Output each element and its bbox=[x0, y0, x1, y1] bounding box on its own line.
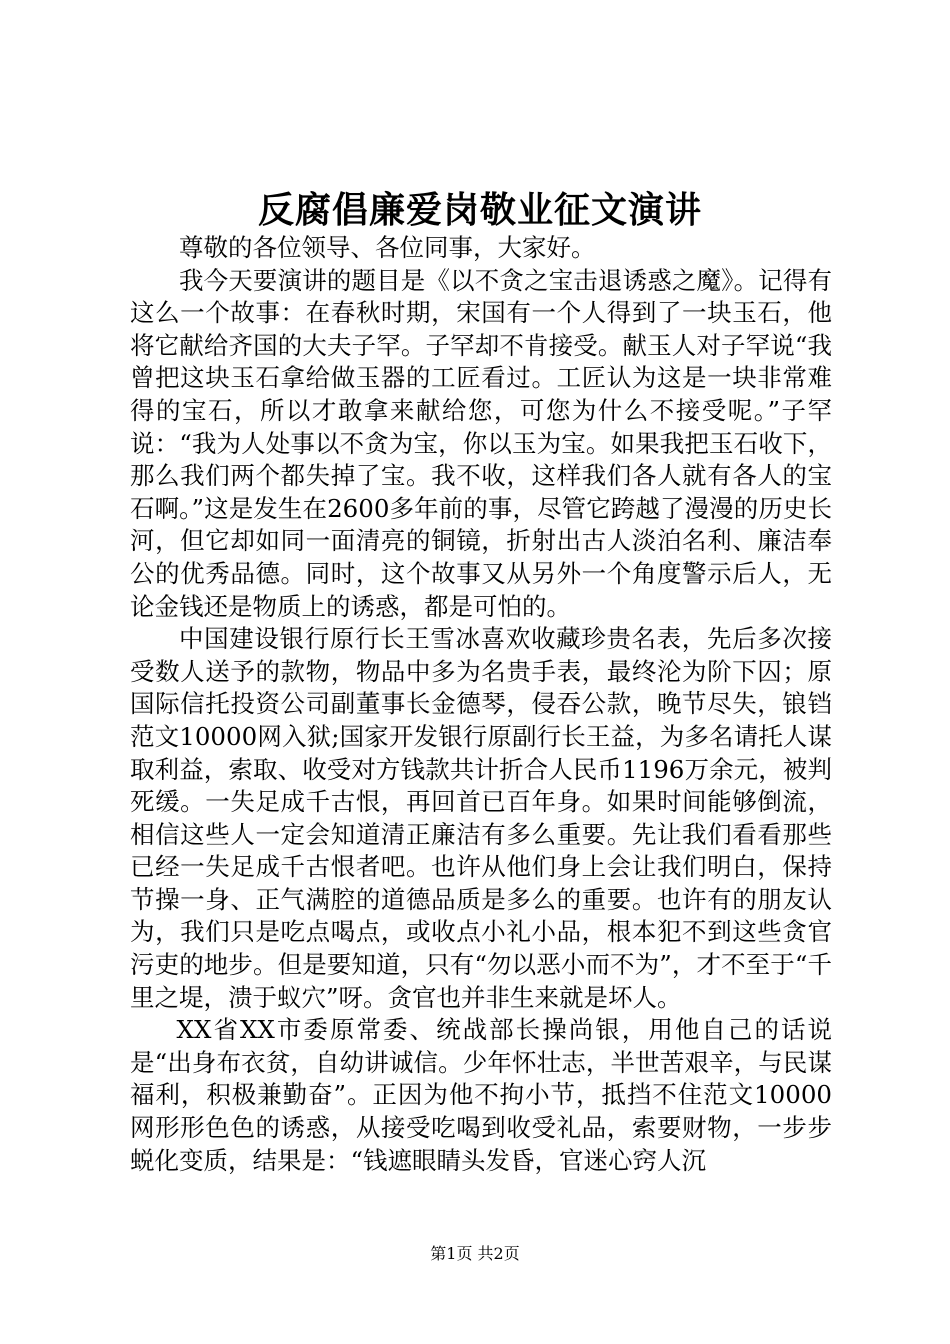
paragraph-cases: 中国建设银行原行长王雪冰喜欢收藏珍贵名表，先后多次接受数人送予的款物，物品中多为名贵手表，最终沦为阶下囚；原国际信托投资公司副董事长金德琴，侵吞公款，晚节尽失，锒铛范文10000网入狱;国家开发银行原副行长王益，为多名请托人谋取利益，索取、收受对方钱款共计折合人民币1196万余元，被判死缓。一失足成千古恨，再回首已百年身。如果时间能够倒流，相信这些人一定会知道清正廉洁有多么重要。先让我们看看那些已经一失足成千古恨者吧。也许从他们身上会让我们明白，保持节操一身、正气满腔的道德品质是多么的重要。也许有的朋友认为，我们只是吃点喝点，或收点小礼小品，根本犯不到这些贪官污吏的地步。但是要知道，只有“勿以恶小而不为”，才不至于“千里之堤，溃于蚁穴”呀。贪官也并非生来就是坏人。 bbox=[130, 624, 832, 1012]
document-body bbox=[130, 232, 832, 1177]
paragraph-cao-shangyin: XX省XX市委原常委、统战部长操尚银，用他自己的话说是“出身布衣贫，自幼讲诚信。少年怀壮志，半世苦艰辛，与民谋福利，积极兼勤奋”。正因为他不拘小节，抵挡不住范文10000网形形色色的诱惑，从接受吃喝到收受礼品，索要财物，一步步蜕化变质，结果是：“钱遮眼睛头发昏，官迷心窍人沉 bbox=[130, 1015, 832, 1175]
paragraph-greeting: 尊敬的各位领导、各位同事，大家好。 bbox=[179, 233, 596, 262]
document-title: 反腐倡廉爱岗敬业征文演讲 bbox=[257, 189, 702, 231]
page-number-footer: 第1页 共2页 bbox=[430, 1244, 520, 1263]
paragraph-story: 我今天要演讲的题目是《以不贪之宝击退诱惑之魔》。记得有这么一个故事：在春秋时期，宋国有一个人得到了一块玉石，他将它献给齐国的大夫子罕。子罕却不肯接受。献玉人对子罕说“我曾把这块玉石拿给做玉器的工匠看过。工匠认为这是一块非常难得的宝石，所以才敢拿来献给您，可您为什么不接受呢。”子罕说：“我为人处事以不贪为宝，你以玉为宝。如果我把玉石收下，那么我们两个都失掉了宝。我不收，这样我们各人就有各人的宝石啊。”这是发生在2600多年前的事，尽管它跨越了漫漫的历史长河，但它却如同一面清亮的铜镜，折射出古人淡泊名利、廉洁奉公的优秀品德。同时，这个故事又从另外一个角度警示后人，无论金钱还是物质上的诱惑，都是可怕的。 bbox=[130, 265, 832, 621]
